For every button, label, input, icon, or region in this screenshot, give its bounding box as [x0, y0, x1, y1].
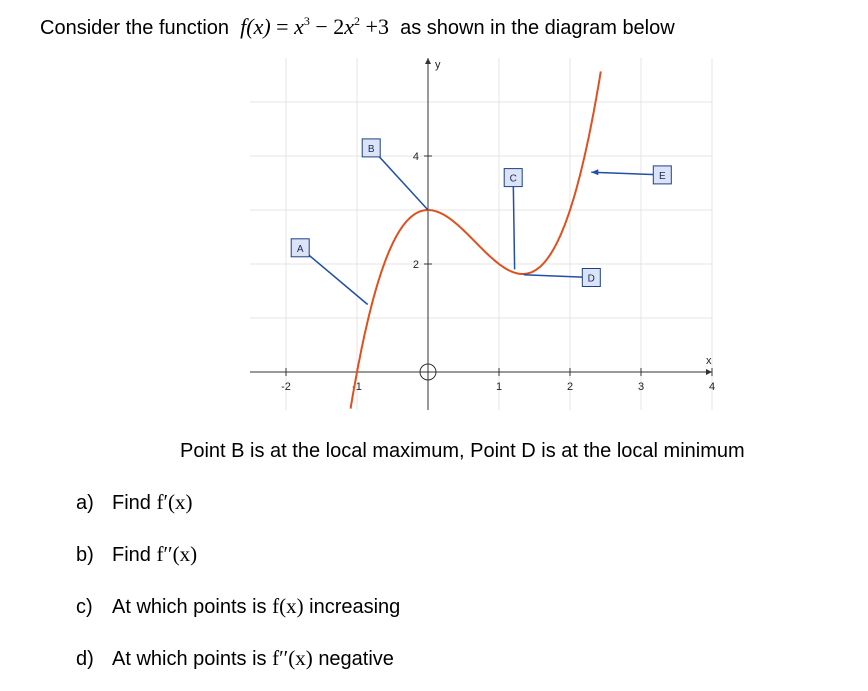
- callout-label: C: [509, 173, 517, 185]
- caption: Point B is at the local maximum, Point D is at the local minimum: [180, 440, 745, 462]
- origin-marker: [420, 364, 436, 380]
- formula-minus: −: [315, 14, 328, 39]
- formula-eq: =: [276, 14, 289, 39]
- callout-label: D: [587, 273, 595, 285]
- callout-line: [513, 178, 514, 270]
- x-tick-label: 3: [637, 381, 645, 393]
- callout-line: [591, 172, 662, 175]
- question-text: Find: [112, 492, 151, 514]
- point-callouts: [291, 139, 671, 305]
- y-axis-arrow: [425, 58, 431, 64]
- question-label: d): [76, 648, 94, 670]
- callout-label: B: [367, 143, 375, 155]
- y-tick-label: 2: [412, 259, 419, 271]
- tail-text: as shown in the diagram below: [400, 17, 675, 39]
- callout-arrowhead: [591, 169, 598, 175]
- function-curve: [351, 71, 601, 408]
- question-b: [76, 542, 197, 567]
- question-math: f(x): [272, 594, 304, 618]
- question-d: [76, 646, 394, 671]
- x-tick-label: 2: [566, 381, 574, 393]
- question-a: [76, 490, 193, 515]
- formula-coef-2: 2: [333, 14, 345, 39]
- tick-labels: [281, 59, 715, 393]
- question-math: f′(x): [156, 490, 193, 514]
- question-after: increasing: [309, 596, 401, 618]
- question-after: negative: [318, 648, 394, 670]
- x-tick-label: 4: [708, 381, 716, 393]
- formula-plus-3: +3: [365, 14, 389, 39]
- question-text: At which points is: [112, 596, 267, 618]
- x-axis-arrow: [706, 369, 712, 375]
- callout-line: [300, 248, 367, 305]
- callout-label: E: [658, 170, 666, 182]
- axes: [250, 58, 712, 410]
- grid-lines: [250, 58, 712, 410]
- question-c: [76, 594, 400, 619]
- y-axis-label: y: [435, 59, 441, 71]
- question-text: At which points is: [112, 648, 267, 670]
- x-axis-label: x: [706, 355, 712, 367]
- question-math: f′′(x): [156, 542, 198, 566]
- y-tick-label: 4: [412, 151, 419, 163]
- formula-power-2: 2: [354, 14, 361, 28]
- x-tick-label: -1: [352, 381, 362, 393]
- question-math: f′′(x): [272, 646, 313, 670]
- formula-power-3: 3: [303, 14, 310, 28]
- question-label: a): [76, 492, 94, 514]
- question-text: Find: [112, 544, 151, 566]
- x-tick-label: -2: [281, 381, 291, 393]
- intro-text: Consider the function: [40, 17, 230, 39]
- question-label: b): [76, 544, 94, 566]
- callout-line: [524, 275, 591, 278]
- formula-x: x: [294, 14, 304, 39]
- formula-fx: f(x): [240, 14, 271, 39]
- question-label: c): [76, 596, 93, 618]
- formula-x2: x: [344, 14, 355, 39]
- x-tick-label: 1: [495, 381, 503, 393]
- callout-label: A: [296, 243, 304, 255]
